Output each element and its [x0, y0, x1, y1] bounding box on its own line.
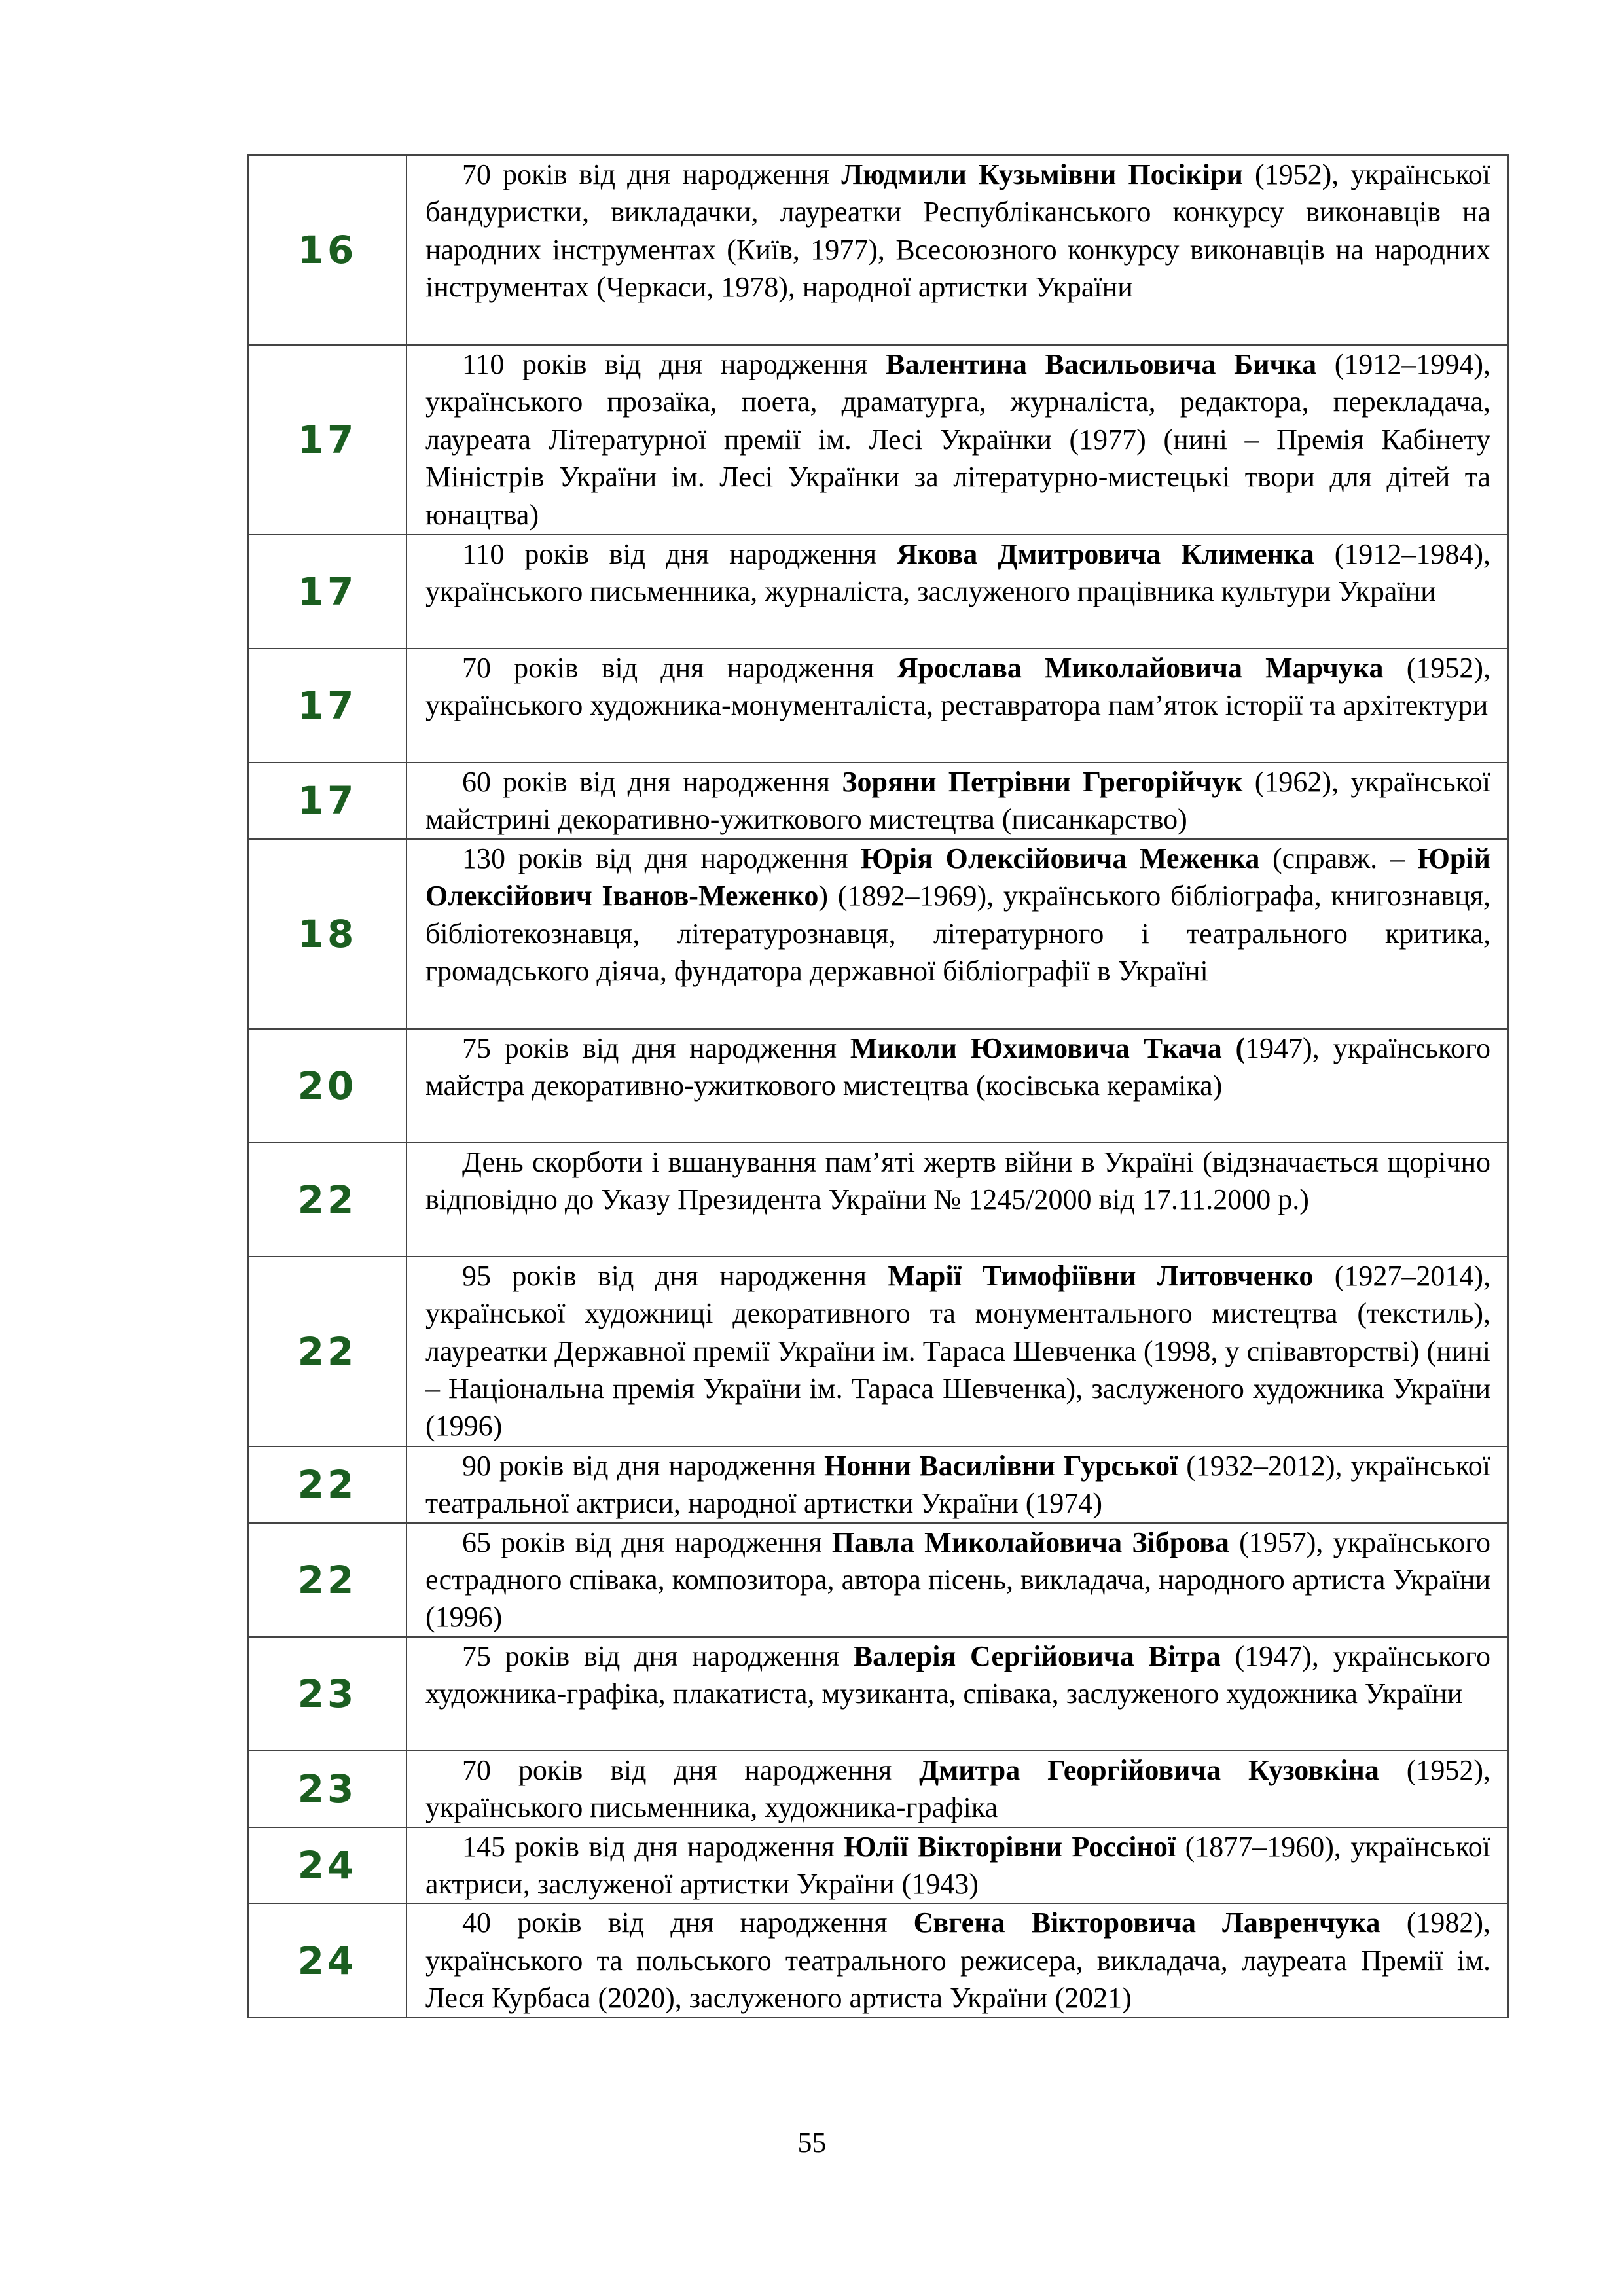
- description-cell: [406, 762, 1508, 839]
- description-cell: [406, 1446, 1508, 1523]
- description-cell: [406, 1637, 1508, 1751]
- description-text: 40 років від дня народження: [462, 1907, 914, 1939]
- description-cell: [406, 345, 1508, 535]
- description-text: 90 років від дня народження: [462, 1449, 825, 1482]
- day-cell: 24: [248, 1903, 406, 2017]
- description-text: 110 років від дня народження: [462, 538, 897, 570]
- anniversaries-table: [247, 154, 1509, 2018]
- day-cell: 18: [248, 839, 406, 1029]
- description-text: (1877–1960), української актриси, заслуженої артистки України (1943): [425, 1830, 1490, 1901]
- description-cell: [406, 1903, 1508, 2017]
- description-text: (1962), української майстрині декоративно-ужиткового мистецтва (писанкарство): [425, 766, 1491, 836]
- description-text: 130 років від дня народження: [462, 842, 861, 874]
- table-row: [248, 1523, 1508, 1637]
- description-text: (1952), української бандуристки, викладачки, лауреатки Республіканського конкурсу виконавців на народних інструментах (Київ, 1977), Всесоюзного конкурсу виконавців на народних інструментах (Черкаси, 1978), народної артистки України: [425, 158, 1490, 304]
- table-row: [248, 1903, 1508, 2017]
- day-cell: 17: [248, 762, 406, 839]
- description-paragraph: [425, 840, 1490, 990]
- day-cell: 22: [248, 1446, 406, 1523]
- description-cell: [406, 155, 1508, 345]
- description-cell: [406, 1827, 1508, 1904]
- table-row: [248, 155, 1508, 345]
- table-row: [248, 762, 1508, 839]
- table-row: [248, 1827, 1508, 1904]
- description-paragraph: [425, 1638, 1490, 1713]
- description-text: 1947), українського майстра декоративно-ужиткового мистецтва (косівська кераміка): [425, 1031, 1490, 1102]
- description-paragraph: [425, 1030, 1490, 1105]
- description-text: (справж. –: [1259, 842, 1418, 874]
- description-text: 75 років від дня народження: [462, 1031, 850, 1064]
- description-paragraph: [425, 1751, 1490, 1827]
- person-name: Якова Дмитровича Клименка: [897, 538, 1314, 570]
- table-row: [248, 1143, 1508, 1257]
- day-cell: 22: [248, 1143, 406, 1257]
- description-cell: [406, 1523, 1508, 1637]
- table-row: [248, 345, 1508, 535]
- table-row: [248, 1637, 1508, 1751]
- description-text: 145 років від дня народження: [462, 1830, 844, 1863]
- person-name: Євгена Вікторовича Лавренчука: [913, 1907, 1380, 1939]
- table-row: [248, 839, 1508, 1029]
- page-number: 55: [797, 2126, 827, 2159]
- person-name: Валентина Васильовича Бичка: [886, 348, 1317, 380]
- person-name: Юлії Вікторівни Россіної: [844, 1830, 1176, 1863]
- person-name: Миколи Юхимовича Ткача (: [850, 1031, 1246, 1064]
- description-text: 75 років від дня народження: [462, 1640, 854, 1672]
- person-name: Валерія Сергійовича Вітра: [853, 1640, 1221, 1672]
- table-row: [248, 1029, 1508, 1143]
- description-text: ) (1892–1969), українського бібліографа, книгознавця, бібліотекознавця, літературознавця, літературного і театрального критика, громадського діяча, фундатора державної бібліографії в Україні: [425, 880, 1490, 988]
- person-name: Ярослава Миколайовича Марчука: [897, 652, 1384, 684]
- description-cell: [406, 649, 1508, 762]
- day-cell: 22: [248, 1257, 406, 1446]
- person-name: Марії Тимофіївни Литовченко: [888, 1259, 1314, 1292]
- description-text: (1947), українського художника-графіка, плакатиста, музиканта, співака, заслуженого художника України: [425, 1640, 1490, 1710]
- description-cell: [406, 839, 1508, 1029]
- person-name: Павла Миколайовича Зіброва: [831, 1526, 1229, 1558]
- day-cell: 17: [248, 649, 406, 762]
- description-cell: [406, 1751, 1508, 1827]
- description-paragraph: [425, 346, 1490, 533]
- day-cell: 20: [248, 1029, 406, 1143]
- person-name: Юрій Олексійович Іванов-Меженко: [425, 842, 1491, 912]
- description-text: (1957), українського естрадного співака, композитора, автора пісень, викладача, народного артиста України (1996): [425, 1526, 1491, 1634]
- day-cell: 24: [248, 1827, 406, 1904]
- description-paragraph: [425, 763, 1490, 838]
- description-text: (1982), українського та польського театрального режисера, викладача, лауреата Премії ім. Леся Курбаса (2020), заслуженого артиста України (2021): [425, 1907, 1491, 2015]
- table-row: [248, 1257, 1508, 1446]
- description-text: 65 років від дня народження: [462, 1526, 832, 1558]
- description-paragraph: [425, 156, 1490, 306]
- description-text: (1912–1984), українського письменника, журналіста, заслуженого працівника культури України: [425, 538, 1490, 608]
- description-cell: [406, 1257, 1508, 1446]
- day-cell: 23: [248, 1637, 406, 1751]
- person-name: Людмили Кузьмівни Посікіри: [841, 158, 1243, 190]
- description-text: (1952), українського письменника, художника-графіка: [425, 1753, 1490, 1824]
- day-cell: 17: [248, 535, 406, 649]
- description-cell: [406, 535, 1508, 649]
- description-text: (1912–1994), українського прозаїка, поета, драматурга, журналіста, редактора, перекладача, лауреата Літературної премії ім. Лесі Українки (1977) (нині – Премія Кабінету Міністрів України ім. Лесі Українки за літературно-мистецькі твори для дітей та юнацтва): [425, 348, 1490, 531]
- description-paragraph: [425, 1828, 1490, 1903]
- description-text: День скорботи і вшанування пам’яті жертв війни в Україні (відзначається щорічно відповідно до Указу Президента України № 1245/2000 від 17.11.2000 р.): [425, 1145, 1490, 1216]
- table-row: [248, 535, 1508, 649]
- table-row: [248, 649, 1508, 762]
- description-paragraph: [425, 535, 1490, 611]
- description-text: (1927–2014), української художниці декоративного та монументального мистецтва (текстиль), лауреатки Державної премії України ім. Тараса Шевченка (1998, у співавторстві) (нині – Національна премія України ім. Тараса Шевченка), заслуженого художника України (1996): [425, 1259, 1490, 1443]
- day-cell: 23: [248, 1751, 406, 1827]
- description-paragraph: [425, 1257, 1490, 1445]
- day-cell: 17: [248, 345, 406, 535]
- day-cell: 16: [248, 155, 406, 345]
- person-name: Зоряни Петрівни Грегорійчук: [842, 766, 1243, 798]
- description-text: 60 років від дня народження: [462, 766, 842, 798]
- description-text: (1932–2012), української театральної актриси, народної артистки України (1974): [425, 1449, 1491, 1520]
- table-row: [248, 1751, 1508, 1827]
- description-paragraph: [425, 1143, 1490, 1219]
- description-paragraph: [425, 1447, 1490, 1522]
- table-row: [248, 1446, 1508, 1523]
- description-cell: [406, 1143, 1508, 1257]
- description-text: 70 років від дня народження: [462, 652, 897, 684]
- description-text: 110 років від дня народження: [462, 348, 886, 380]
- day-cell: 22: [248, 1523, 406, 1637]
- description-text: 95 років від дня народження: [462, 1259, 888, 1292]
- description-text: (1952), українського художника-монументаліста, реставратора пам’яток історії та архітектури: [425, 652, 1490, 722]
- description-text: 70 років від дня народження: [462, 1753, 920, 1786]
- person-name: Нонни Василівни Гурської: [824, 1449, 1178, 1482]
- description-cell: [406, 1029, 1508, 1143]
- person-name: Дмитра Георгійовича Кузовкіна: [919, 1753, 1379, 1786]
- description-paragraph: [425, 1904, 1490, 2017]
- description-text: 70 років від дня народження: [462, 158, 842, 190]
- person-name: Юрія Олексійовича Меженка: [861, 842, 1260, 874]
- description-paragraph: [425, 1524, 1490, 1636]
- description-paragraph: [425, 649, 1490, 725]
